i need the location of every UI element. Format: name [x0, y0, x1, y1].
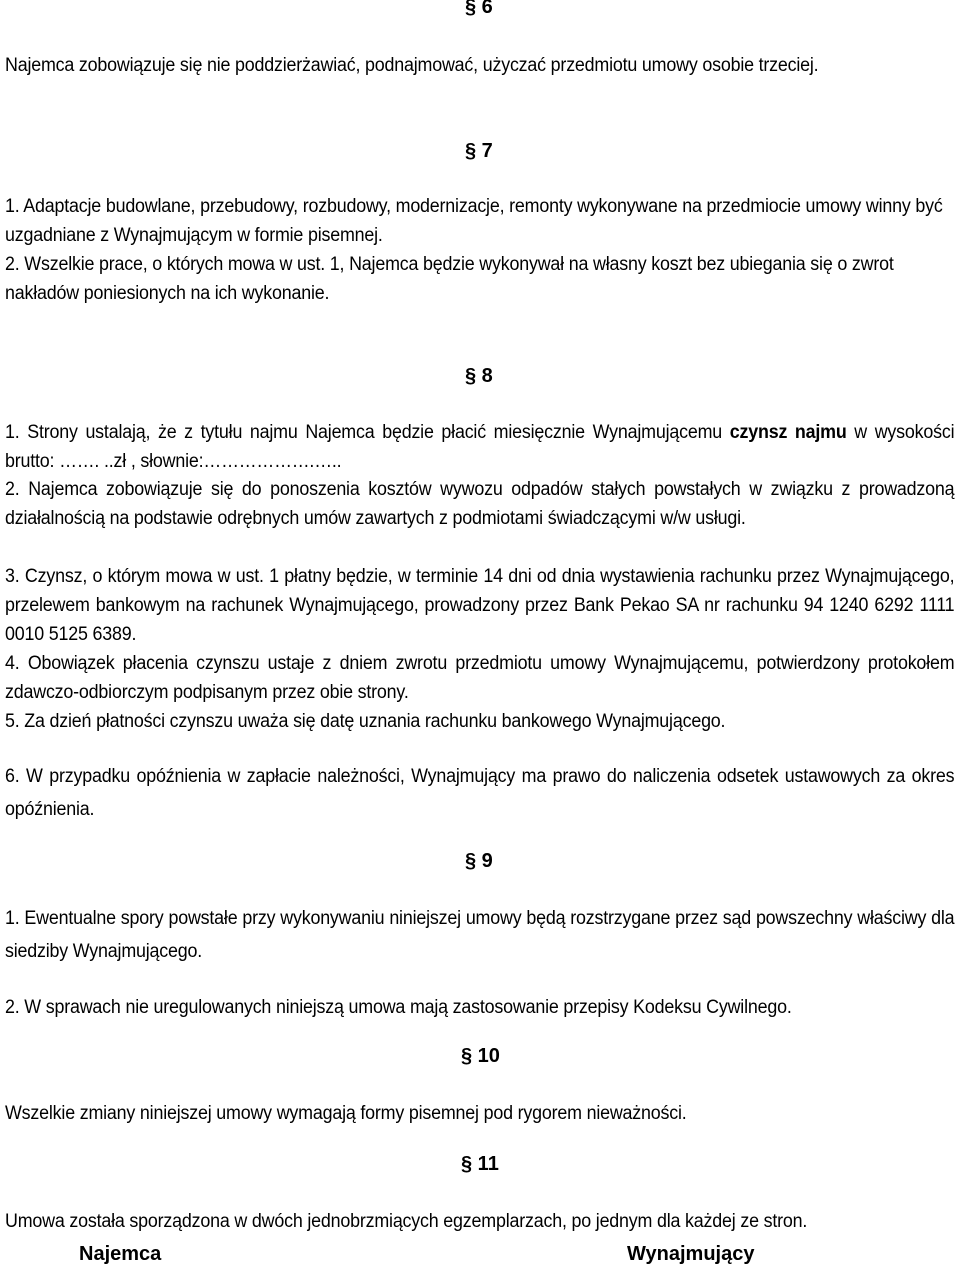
- paragraph-7-1: 1. Adaptacje budowlane, przebudowy, rozbudowy, modernizacje, remonty wykonywane na przedmiocie umowy winny być uzgadniane z Wynajmującym w formie pisemnej.: [5, 196, 943, 246]
- paragraph-8-1-text-a: 1. Strony ustalają, że z tytułu najmu Najemca będzie płacić miesięcznie Wynajmującemu: [5, 422, 730, 443]
- paragraph-6: Najemca zobowiązuje się nie poddzierżawiać, podnajmować, użyczać przedmiotu umowy osobie trzeciej.: [5, 55, 819, 76]
- paragraph-8-4: 4. Obowiązek płacenia czynszu ustaje z dniem zwrotu przedmiotu umowy Wynajmującemu, potwierdzony protokołem zdawczo-odbiorczym podpisanym przez obie strony.: [5, 653, 955, 703]
- signature-label-landlord: Wynajmujący: [627, 1243, 755, 1265]
- section-heading-11: § 11: [461, 1153, 499, 1175]
- paragraph-8-1-text-b: w wysokości brutto: ……. ..zł , słownie:……………….…..: [5, 422, 955, 472]
- paragraph-8-3: 3. Czynsz, o którym mowa w ust. 1 płatny będzie, w terminie 14 dni od dnia wystawienia rachunku przez Wynajmującego, przelewem bankowym na rachunek Wynajmującego, prowadzony przez Bank Pekao SA nr rachunku 94 1240 6292 1111 0010 5125 6389.: [5, 566, 955, 645]
- section-heading-10: § 10: [461, 1045, 500, 1067]
- paragraph-8-5: 5. Za dzień płatności czynszu uważa się datę uznania rachunku bankowego Wynajmującego.: [5, 711, 726, 732]
- section-heading-7: § 7: [465, 140, 493, 162]
- section-heading-6: § 6: [465, 0, 493, 18]
- section-heading-8: § 8: [465, 365, 493, 387]
- paragraph-9-2: 2. W sprawach nie uregulowanych niniejszą umowa mają zastosowanie przepisy Kodeksu Cywilnego.: [5, 997, 792, 1018]
- paragraph-10: Wszelkie zmiany niniejszej umowy wymagają formy pisemnej pod rygorem nieważności.: [5, 1103, 687, 1124]
- section-heading-9: § 9: [465, 850, 493, 872]
- signature-label-tenant: Najemca: [79, 1243, 162, 1265]
- paragraph-7-2: 2. Wszelkie prace, o których mowa w ust. 1, Najemca będzie wykonywał na własny koszt bez ubiegania się o zwrot nakładów poniesionych na ich wykonanie.: [5, 254, 894, 304]
- paragraph-11: Umowa została sporządzona w dwóch jednobrzmiących egzemplarzach, po jednym dla każdej ze stron.: [5, 1211, 808, 1232]
- paragraph-9-1: 1. Ewentualne spory powstałe przy wykonywaniu niniejszej umowy będą rozstrzygane przez sąd powszechny właściwy dla siedziby Wynajmującego.: [5, 908, 955, 962]
- paragraph-8-6: 6. W przypadku opóźnienia w zapłacie należności, Wynajmujący ma prawo do naliczenia odsetek ustawowych za okres opóźnienia.: [5, 766, 955, 820]
- paragraph-8-2: 2. Najemca zobowiązuje się do ponoszenia kosztów wywozu odpadów stałych powstałych w związku z prowadzoną działalnością na podstawie odrębnych umów zawartych z podmiotami świadczącymi w/w usługi.: [5, 479, 955, 529]
- paragraph-8-1: [5, 418, 954, 476]
- paragraph-8-1-bold: czynsz najmu: [729, 422, 847, 443]
